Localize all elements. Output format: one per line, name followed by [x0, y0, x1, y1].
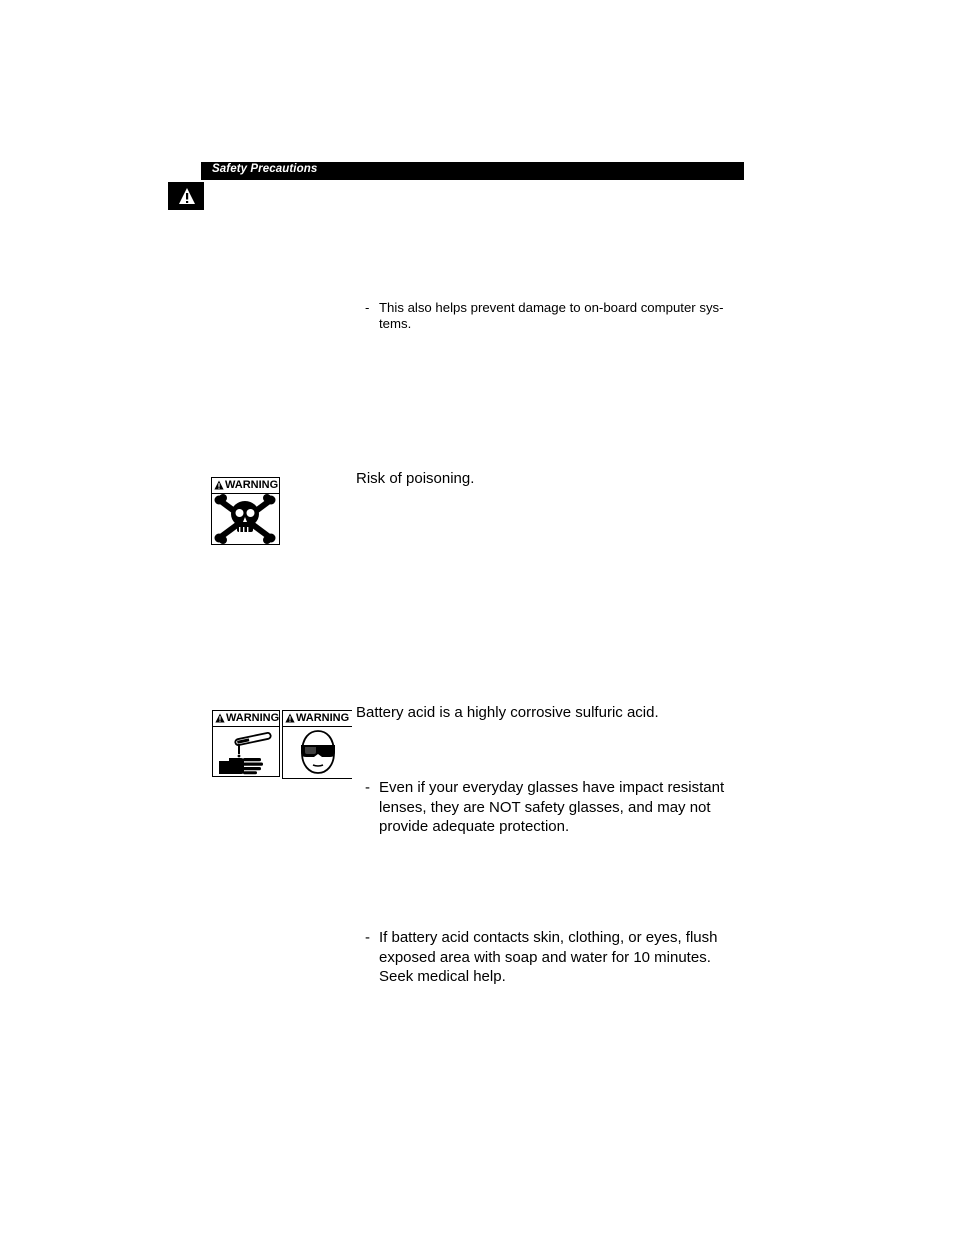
poison-warning-label — [211, 477, 280, 545]
warning-label-header — [283, 711, 352, 727]
section-title: Safety Precautions — [212, 163, 318, 175]
warning-triangle-icon — [285, 713, 295, 723]
warning-triangle-icon — [178, 187, 196, 205]
bullet-dash: - — [365, 779, 370, 796]
poison-risk-text: Risk of poisoning. — [356, 470, 475, 487]
safety-glasses-text: Even if your everyday glasses have impact resistant lenses, they are NOT safety glasses, and may not provide adequate protection. — [379, 779, 725, 835]
bullet-dash: - — [365, 300, 370, 315]
acid-contact-text: If battery acid contacts skin, clothing, or eyes, flush exposed area with soap and water for 10 minutes. Seek medical help. — [379, 929, 718, 985]
warning-label-text: WARNING — [226, 712, 279, 724]
warning-label-text: WARNING — [225, 479, 279, 491]
warning-tab-marker — [168, 182, 204, 210]
warning-label-header — [213, 711, 279, 727]
warning-triangle-icon — [215, 713, 225, 723]
corrosive-warning-label — [212, 710, 280, 777]
computer-damage-text: This also helps prevent damage to on-board computer sys- tems. — [379, 300, 724, 331]
warning-label-text: WARNING — [296, 712, 350, 724]
bullet-dash: - — [365, 929, 370, 946]
warning-label-header — [212, 478, 279, 494]
section-header-bar — [201, 162, 744, 180]
eye-protection-warning-label — [282, 710, 352, 779]
warning-triangle-icon — [214, 480, 224, 490]
corrosive-hand-icon — [213, 727, 278, 776]
battery-acid-text: Battery acid is a highly corrosive sulfuric acid. — [356, 704, 659, 721]
safety-goggles-icon — [283, 727, 351, 778]
skull-crossbones-icon — [212, 494, 278, 544]
